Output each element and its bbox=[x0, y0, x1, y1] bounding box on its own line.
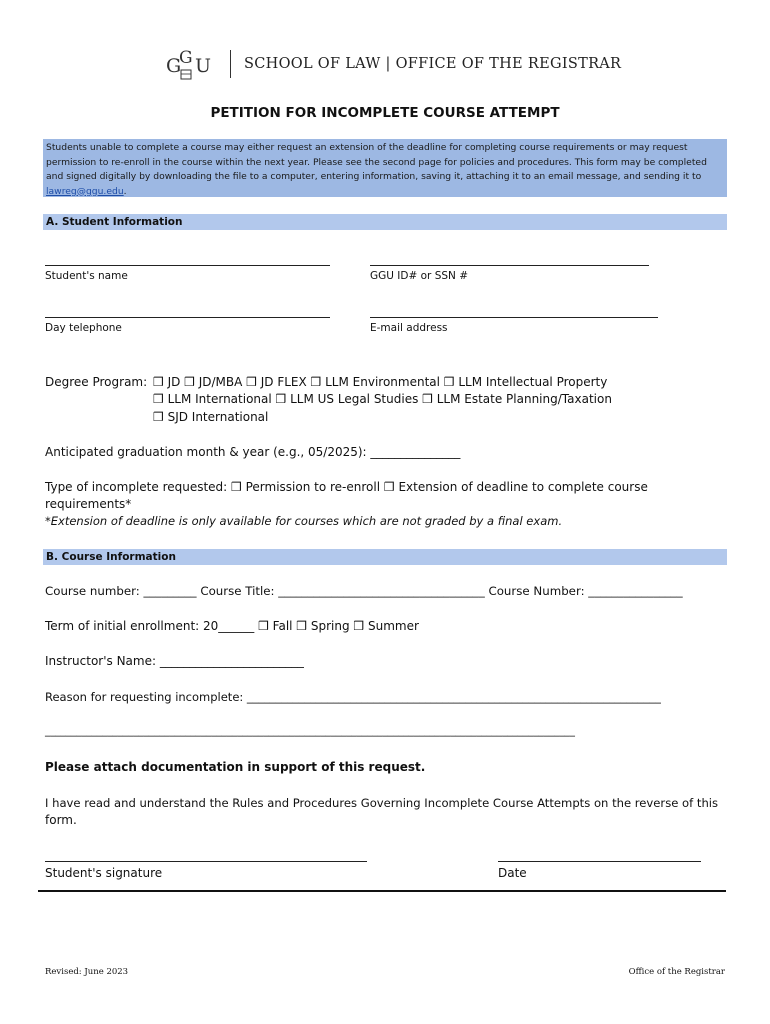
email-address-label: E-mail address bbox=[370, 322, 448, 334]
day-telephone-line[interactable] bbox=[45, 317, 330, 318]
intro-end: . bbox=[123, 185, 127, 197]
instructor-name-line[interactable]: Instructor's Name: ________________________ bbox=[45, 654, 304, 668]
email-address-line[interactable] bbox=[370, 317, 658, 318]
extension-note: *Extension of deadline is only available for courses which are not graded by a final exam. bbox=[45, 514, 563, 528]
registrar-email-link[interactable]: lawreg@ggu.edu bbox=[46, 185, 124, 197]
degree-program-label: Degree Program: bbox=[45, 375, 148, 389]
date-label: Date bbox=[498, 866, 527, 880]
office-title: SCHOOL OF LAW | OFFICE OF THE REGISTRAR bbox=[244, 56, 622, 72]
logo-letter-u: U bbox=[195, 55, 212, 77]
graduation-field[interactable]: Anticipated graduation month & year (e.g., 05/2025): _______________ bbox=[45, 445, 461, 459]
incomplete-type-continued: requirements* bbox=[45, 497, 132, 511]
acknowledgement-line-1: I have read and understand the Rules and Procedures Governing Incomplete Course Attempts on the reverse of this bbox=[45, 796, 719, 810]
logo-emblem-icon bbox=[181, 70, 191, 79]
acknowledgement-line-2: form. bbox=[45, 813, 77, 827]
logo-separator bbox=[230, 50, 231, 78]
signature-label: Student's signature bbox=[45, 866, 163, 880]
logo-letter-g1: G bbox=[166, 55, 182, 77]
reason-line[interactable]: Reason for requesting incomplete: ________________________________________________________________________ bbox=[45, 690, 661, 704]
signature-line[interactable] bbox=[45, 861, 367, 862]
course-info-line[interactable]: Course number: _________ Course Title: ___________________________________ Course Number: ________________ bbox=[45, 584, 683, 598]
section-b-heading: B. Course Information bbox=[43, 549, 727, 565]
degree-options-row-2[interactable]: ❒ LLM International ❒ LLM US Legal Studies ❒ LLM Estate Planning/Taxation bbox=[153, 392, 612, 406]
student-name-line[interactable] bbox=[45, 265, 330, 266]
form-title: PETITION FOR INCOMPLETE COURSE ATTEMPT bbox=[210, 105, 560, 121]
term-enrollment-line[interactable]: Term of initial enrollment: 20______ ❒ Fall ❒ Spring ❒ Summer bbox=[45, 619, 419, 633]
intro-box bbox=[43, 139, 727, 197]
day-telephone-label: Day telephone bbox=[45, 322, 122, 334]
incomplete-type-options[interactable]: Type of incomplete requested: ❒ Permission to re-enroll ❒ Extension of deadline to complete course bbox=[45, 480, 648, 494]
logo-letter-g2: G bbox=[179, 48, 193, 68]
ggu-id-line[interactable] bbox=[370, 265, 649, 266]
reason-continuation-line[interactable]: ______________________________________________________________________________________________________ bbox=[45, 725, 575, 737]
attach-documentation-note: Please attach documentation in support of this request. bbox=[45, 760, 426, 774]
intro-text: Students unable to complete a course may either request an extension of the deadline for completing course requirements or may request permission to re-enroll in the course within the next year. Please see the second page for policies and procedures. This form may be completed and signed digitally by downloading the file to a computer, entering information, saving it, attaching it to an email message, and sending it to bbox=[46, 142, 707, 182]
section-a-heading: A. Student Information bbox=[43, 214, 727, 230]
bottom-rule bbox=[38, 890, 726, 892]
revised-date: Revised: June 2023 bbox=[45, 967, 129, 977]
degree-options-row-1[interactable]: ❒ JD ❒ JD/MBA ❒ JD FLEX ❒ LLM Environmental ❒ LLM Intellectual Property bbox=[153, 375, 608, 389]
ggu-id-label: GGU ID# or SSN # bbox=[370, 270, 469, 282]
degree-options-row-3[interactable]: ❒ SJD International bbox=[153, 410, 269, 424]
date-line[interactable] bbox=[498, 861, 701, 862]
footer-office: Office of the Registrar bbox=[628, 967, 725, 977]
ggu-logo bbox=[166, 48, 214, 82]
student-name-label: Student's name bbox=[45, 270, 128, 282]
